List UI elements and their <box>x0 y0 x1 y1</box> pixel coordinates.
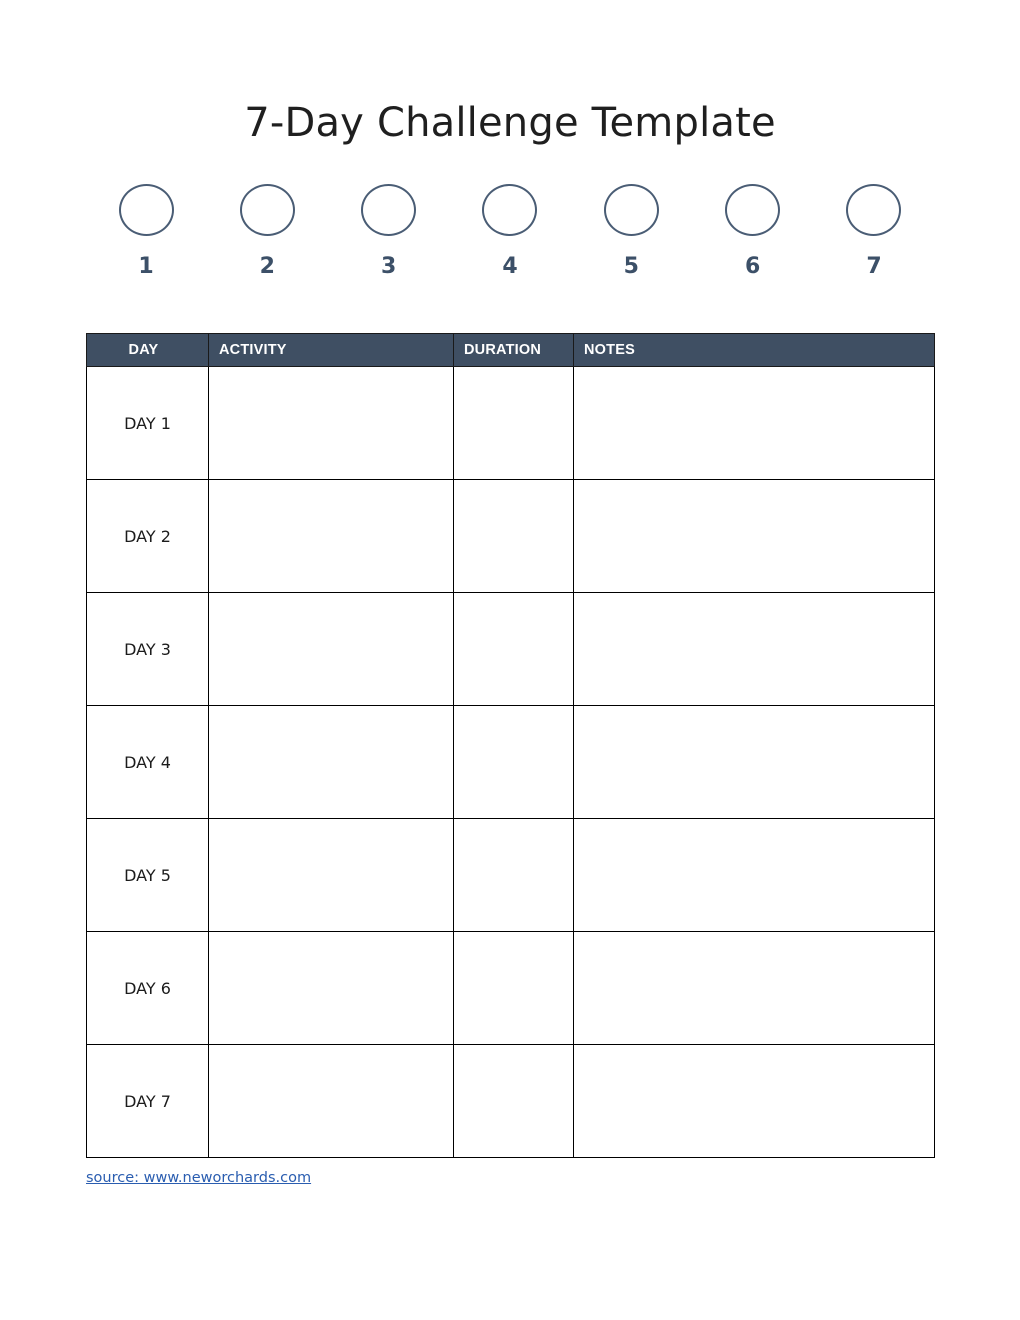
day-circle-item[interactable] <box>474 184 546 279</box>
cell-day: DAY 5 <box>87 819 209 932</box>
table-row <box>87 480 935 593</box>
cell-day: DAY 4 <box>87 706 209 819</box>
day-circle-label: 3 <box>381 254 397 279</box>
table-header <box>87 334 935 367</box>
cell-activity[interactable] <box>209 367 454 480</box>
circle-icon[interactable] <box>119 184 174 236</box>
circle-icon[interactable] <box>240 184 295 236</box>
table-row <box>87 706 935 819</box>
cell-duration[interactable] <box>454 480 574 593</box>
cell-day: DAY 2 <box>87 480 209 593</box>
day-circle-item[interactable] <box>717 184 789 279</box>
table-row <box>87 1045 935 1158</box>
column-header-duration: DURATION <box>454 334 574 367</box>
circle-icon[interactable] <box>846 184 901 236</box>
cell-notes[interactable] <box>574 932 935 1045</box>
column-header-activity: ACTIVITY <box>209 334 454 367</box>
day-circle-label: 6 <box>744 254 761 279</box>
cell-duration[interactable] <box>454 819 574 932</box>
day-circle-label: 5 <box>623 254 639 279</box>
day-circle-item[interactable] <box>110 184 182 279</box>
cell-activity[interactable] <box>209 480 454 593</box>
cell-duration[interactable] <box>454 932 574 1045</box>
challenge-table-wrapper <box>86 333 934 1158</box>
day-circle-label: 1 <box>138 254 154 279</box>
source-link[interactable]: source: www.neworchards.com <box>86 1170 312 1186</box>
day-circle-item[interactable] <box>231 184 303 279</box>
table-row <box>87 932 935 1045</box>
cell-notes[interactable] <box>574 1045 935 1158</box>
day-circle-item[interactable] <box>595 184 667 279</box>
cell-notes[interactable] <box>574 819 935 932</box>
day-circles-row <box>100 184 920 279</box>
cell-duration[interactable] <box>454 706 574 819</box>
table-header-row <box>87 334 935 367</box>
cell-activity[interactable] <box>209 706 454 819</box>
circle-icon[interactable] <box>482 184 537 236</box>
day-circle-item[interactable] <box>353 184 425 279</box>
cell-duration[interactable] <box>454 593 574 706</box>
cell-activity[interactable] <box>209 932 454 1045</box>
cell-duration[interactable] <box>454 1045 574 1158</box>
page-title: 7-Day Challenge Template <box>244 100 776 146</box>
circle-icon[interactable] <box>725 184 780 236</box>
cell-notes[interactable] <box>574 706 935 819</box>
source-line <box>86 1170 934 1186</box>
cell-day: DAY 6 <box>87 932 209 1045</box>
cell-activity[interactable] <box>209 819 454 932</box>
day-circle-label: 4 <box>502 254 518 279</box>
day-circle-label: 2 <box>259 254 275 279</box>
cell-activity[interactable] <box>209 593 454 706</box>
circle-icon[interactable] <box>604 184 659 236</box>
column-header-notes: NOTES <box>574 334 935 367</box>
cell-notes[interactable] <box>574 593 935 706</box>
cell-activity[interactable] <box>209 1045 454 1158</box>
table-row <box>87 367 935 480</box>
table-row <box>87 593 935 706</box>
table-row <box>87 819 935 932</box>
challenge-table <box>86 333 935 1158</box>
cell-day: DAY 1 <box>87 367 209 480</box>
day-circle-label: 7 <box>866 254 882 279</box>
table-body <box>87 367 935 1158</box>
cell-notes[interactable] <box>574 367 935 480</box>
cell-duration[interactable] <box>454 367 574 480</box>
day-circle-item[interactable] <box>838 184 910 279</box>
column-header-day: DAY <box>87 334 209 367</box>
cell-notes[interactable] <box>574 480 935 593</box>
cell-day: DAY 3 <box>87 593 209 706</box>
cell-day: DAY 7 <box>87 1045 209 1158</box>
circle-icon[interactable] <box>361 184 416 236</box>
